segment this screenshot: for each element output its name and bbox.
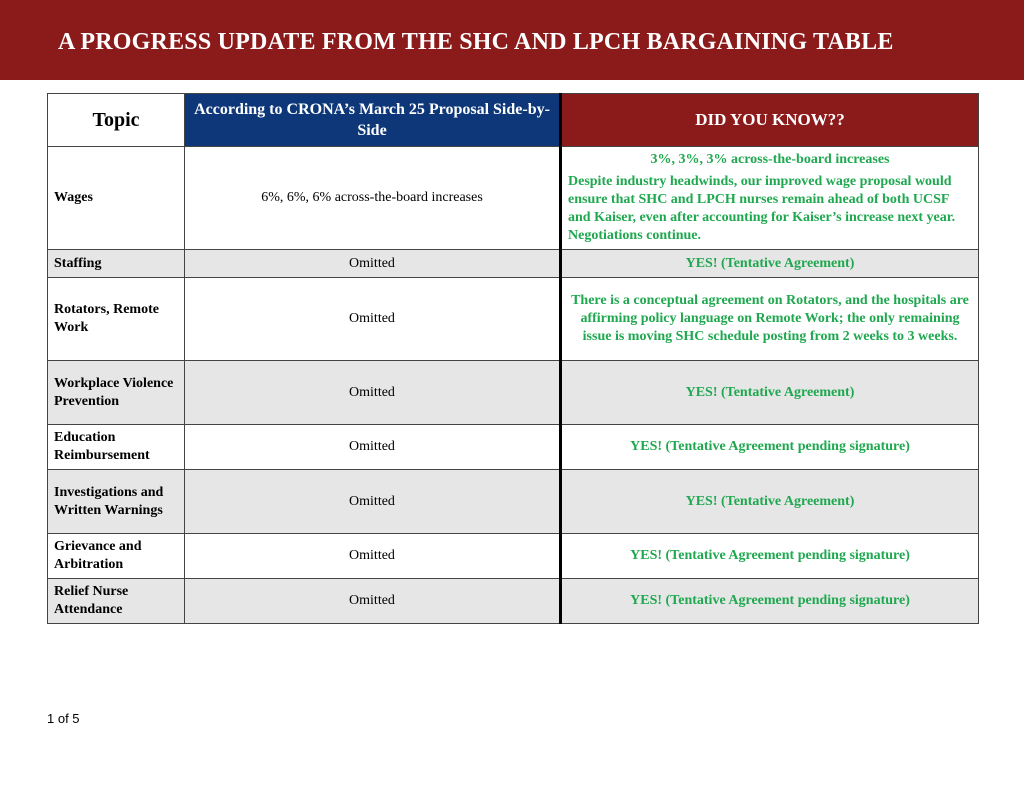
table-row xyxy=(48,534,979,579)
crona-cell: Omitted xyxy=(185,579,561,624)
crona-cell: Omitted xyxy=(185,278,561,361)
crona-cell: Omitted xyxy=(185,361,561,425)
table-header-row xyxy=(48,94,979,147)
bargaining-table xyxy=(47,93,979,624)
column-header-did-you-know: DID YOU KNOW?? xyxy=(561,94,979,147)
header-banner xyxy=(0,0,1024,80)
did-you-know-cell: YES! (Tentative Agreement pending signature) xyxy=(561,579,979,624)
page-title: A PROGRESS UPDATE FROM THE SHC AND LPCH BARGAINING TABLE xyxy=(58,29,894,55)
did-you-know-cell: There is a conceptual agreement on Rotators, and the hospitals are affirming policy language on Remote Work; the only remaining issue is moving SHC schedule posting from 2 weeks to 3 weeks. xyxy=(561,278,979,361)
did-you-know-cell: YES! (Tentative Agreement) xyxy=(561,470,979,534)
table-row xyxy=(48,250,979,278)
column-header-crona-proposal: According to CRONA’s March 25 Proposal Side-by-Side xyxy=(185,94,561,147)
table-row xyxy=(48,361,979,425)
did-you-know-cell: YES! (Tentative Agreement pending signature) xyxy=(561,425,979,470)
crona-cell: Omitted xyxy=(185,250,561,278)
table-row xyxy=(48,579,979,624)
table-row xyxy=(48,470,979,534)
did-you-know-detail: Despite industry headwinds, our improved wage proposal would ensure that SHC and LPCH nurses remain ahead of both UCSF and Kaiser, even after accounting for Kaiser’s increase next year. Negotiations continue. xyxy=(568,174,956,243)
topic-cell: Relief Nurse Attendance xyxy=(48,579,185,624)
did-you-know-cell: YES! (Tentative Agreement pending signature) xyxy=(561,534,979,579)
crona-cell: Omitted xyxy=(185,470,561,534)
topic-cell: Grievance and Arbitration xyxy=(48,534,185,579)
topic-cell: Investigations and Written Warnings xyxy=(48,470,185,534)
table-row xyxy=(48,425,979,470)
crona-cell: Omitted xyxy=(185,425,561,470)
topic-cell: Rotators, Remote Work xyxy=(48,278,185,361)
did-you-know-cell: YES! (Tentative Agreement) xyxy=(561,250,979,278)
did-you-know-cell xyxy=(561,147,979,250)
page-number: 1 of 5 xyxy=(47,711,80,726)
table-row xyxy=(48,147,979,250)
table-row xyxy=(48,278,979,361)
topic-cell: Staffing xyxy=(48,250,185,278)
topic-cell: Wages xyxy=(48,147,185,250)
did-you-know-headline: 3%, 3%, 3% across-the-board increases xyxy=(650,152,890,167)
crona-cell: Omitted xyxy=(185,534,561,579)
crona-cell: 6%, 6%, 6% across-the-board increases xyxy=(185,147,561,250)
did-you-know-cell: YES! (Tentative Agreement) xyxy=(561,361,979,425)
column-header-topic: Topic xyxy=(48,94,185,147)
topic-cell: Education Reimbursement xyxy=(48,425,185,470)
topic-cell: Workplace Violence Prevention xyxy=(48,361,185,425)
